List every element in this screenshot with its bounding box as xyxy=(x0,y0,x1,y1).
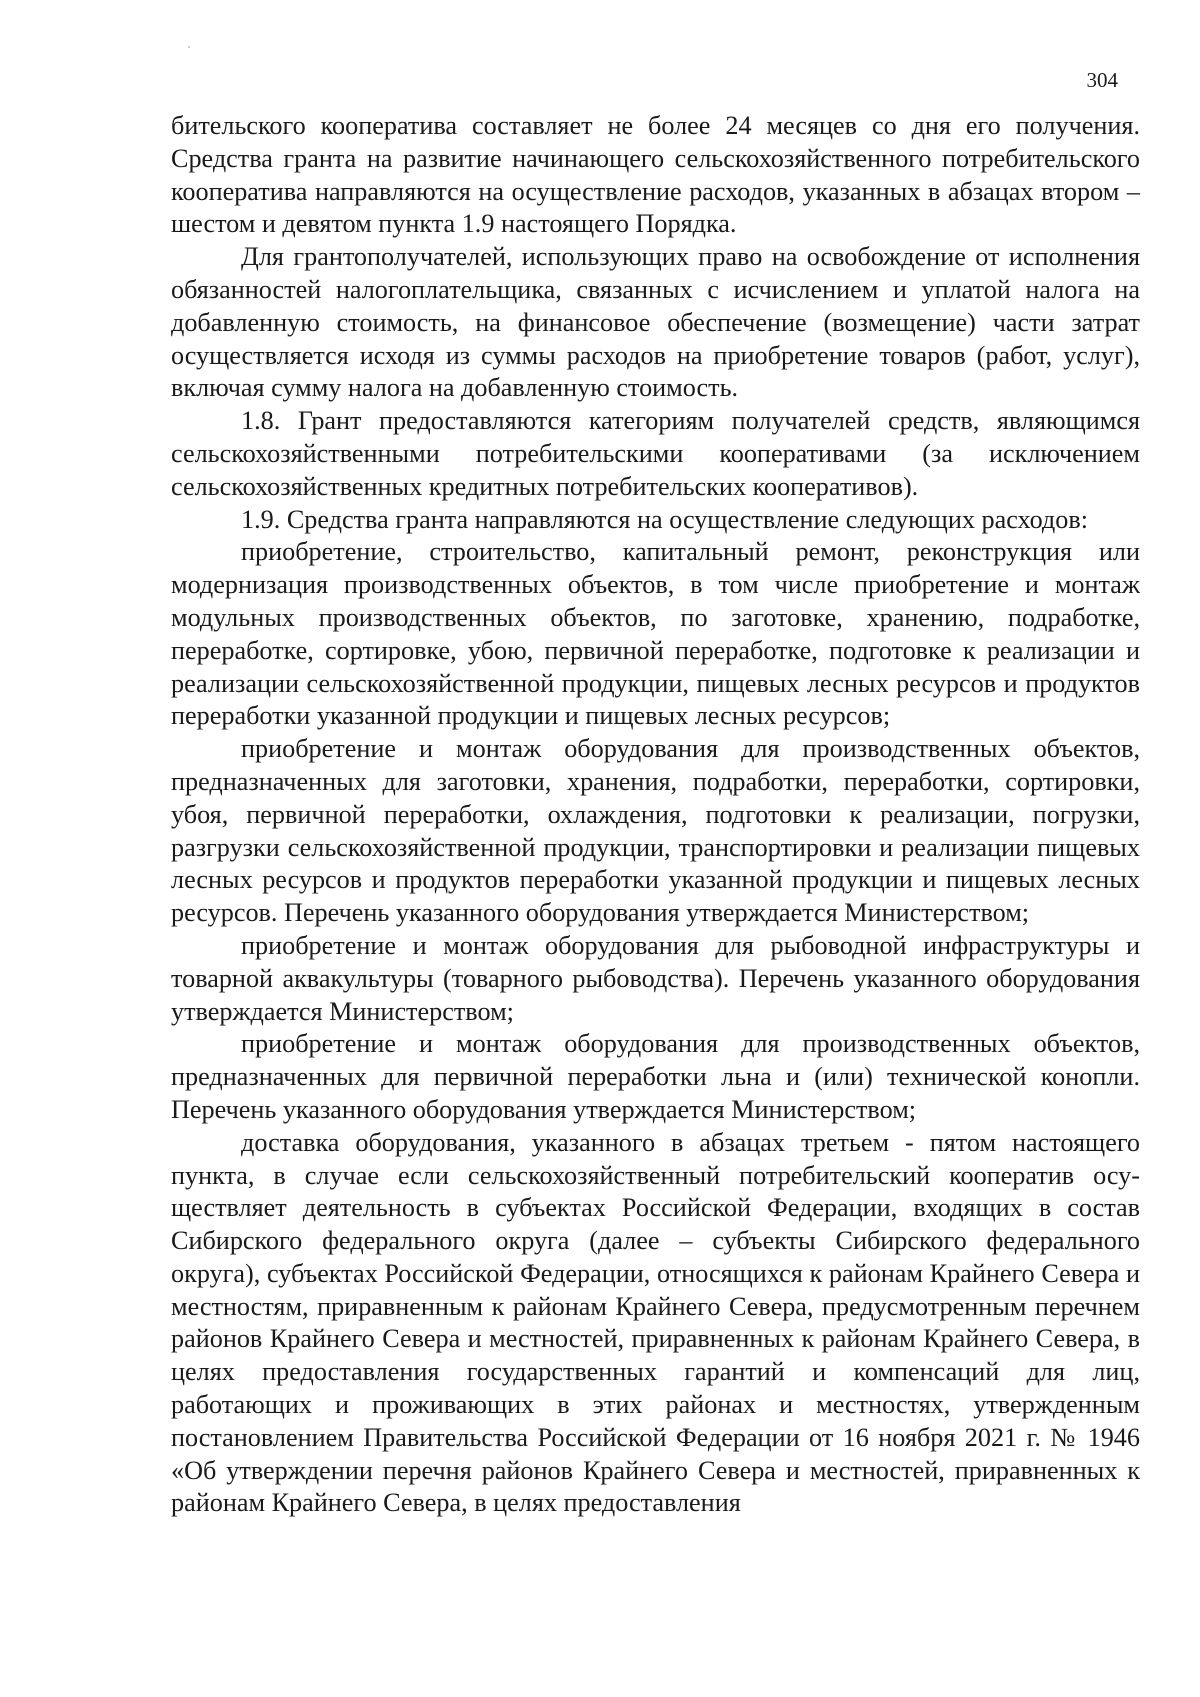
list-item-equipment-delivery: доставка оборудования, указанного в абзацах третьем - пятом настоящего пункта, в случае если сельскохозяйственный потребительский кооператив осуществляет деятельность в субъектах Российской Федерации, входящих в состав Сибирского федерального округа (далее – субъекты Сибирского федерального округа), субъектах Российской Федерации, относящихся к районам Крайнего Севера и местностям, приравненным к районам Крайнего Севера, предусмотренным перечнем районов Крайнего Севера и местностей, приравненных к районам Крайнего Севера, в целях предоставления государственных гарантий и компенсаций для лиц, работающих и проживающих в этих районах и местностях, утвержденным постановлением Правительства Российской Федерации от 16 ноября 2021 г. № 1946 «Об утверждении перечня районов Крайнего Севера и местностей, приравненных к районам Крайнего Севера, в целях предоставления xyxy=(171,1127,1140,1518)
document-body xyxy=(171,110,1140,1520)
list-item-construction: приобретение, строительство, капитальный ремонт, реконструкция или модернизация производственных объектов, в том числе приобретение и монтаж модульных производственных объектов, по заготовке, хранению, подработке, переработке, сортировке, убою, первичной переработке, подготовке к реализации и реализации сельскохозяйственной продукции, пищевых лесных ресурсов и продуктов переработки указанной продукции и пищевых лесных ресурсов; xyxy=(171,537,1140,731)
scan-artifact xyxy=(188,46,190,48)
list-item-equipment-production: приобретение и монтаж оборудования для производственных объектов, предназначенных для заготовки, хранения, подработки, переработки, сортировки, убоя, первичной переработки, охлаждения, подготовки к реализации, погрузки, разгрузки сельскохозяйственной продукции, транспортировки и реализации пищевых лесных ресурсов и продуктов переработки указанной продукции и пищевых лесных ресурсов. Перечень указанного оборудования утверждается Министерством; xyxy=(171,734,1140,928)
paragraph-1-8: 1.8. Грант предоставляются категориям получателей средств, являющимся сельскохозяйственными потребительскими кооперативами (за исключением сельскохозяйственных кредитных потребительских кооперативов). xyxy=(171,406,1140,501)
paragraph-vat-exemption: Для грантополучателей, использующих право на освобождение от исполнения обязанностей налогоплательщика, связанных с исчислением и уплатой налога на добавленную стоимость, на финансовое обеспечение (возмещение) части затрат осуществляется исходя из суммы расходов на приобретение товаров (работ, услуг), включая сумму налога на добавленную стоимость. xyxy=(171,242,1140,403)
paragraph-continuation: бительского кооператива составляет не более 24 месяцев со дня его получения. Средства гранта на развитие начинающего сельскохозяйственного потребительского кооператива направляются на осуществление расходов, указанных в абзацах втором – шестом и девятом пункта 1.9 настоящего Порядка. xyxy=(171,111,1140,239)
list-item-equipment-aquaculture: приобретение и монтаж оборудования для рыбоводной инфраструктуры и товарной аквакультуры (товарного рыбоводства). Перечень указанного оборудования утверждается Министерством; xyxy=(171,930,1140,1026)
page-number: 304 xyxy=(1086,68,1118,92)
list-item-equipment-flax-hemp: приобретение и монтаж оборудования для производственных объектов, предназначенных для первичной переработки льна и (или) технической конопли. Перечень указанного оборудования утверждается Министерством; xyxy=(171,1029,1140,1124)
paragraph-1-9: 1.9. Средства гранта направляются на осуществление следующих расходов: xyxy=(241,504,1088,534)
